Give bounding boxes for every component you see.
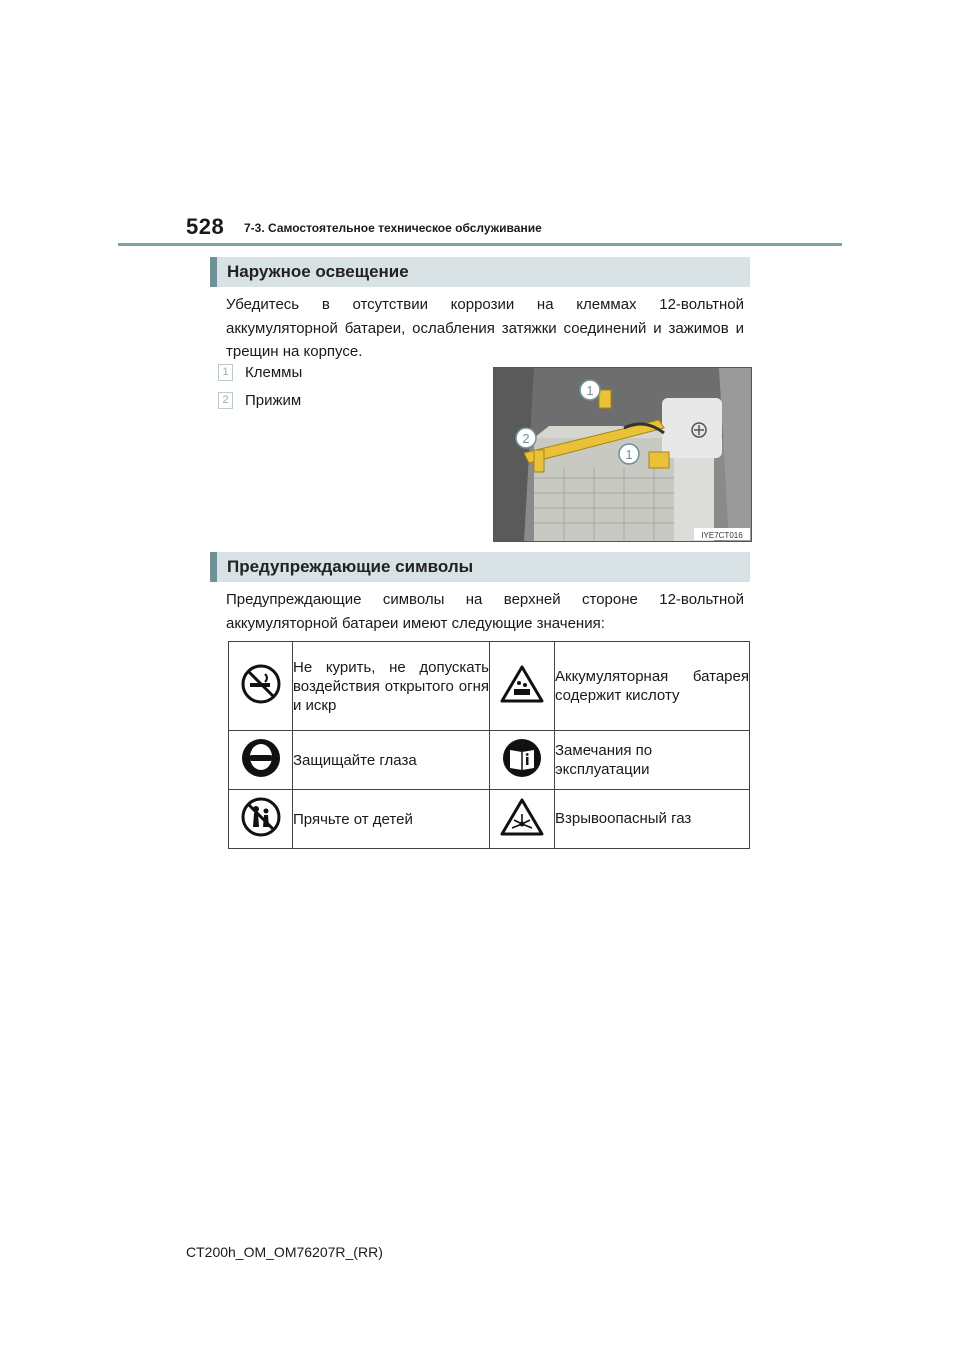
manual-icon	[502, 738, 542, 778]
table-row	[229, 731, 750, 790]
callout-number: 1	[218, 364, 233, 381]
explosive-gas-icon	[500, 798, 544, 836]
callout-label: Клеммы	[245, 364, 303, 381]
table-cell: Взрывоопасный газ	[555, 790, 750, 849]
table-row	[229, 790, 750, 849]
eye-protection-icon	[241, 738, 281, 778]
svg-text:2: 2	[522, 431, 530, 446]
table-cell	[490, 790, 555, 849]
no-smoking-icon	[241, 664, 281, 704]
svg-text:1: 1	[625, 447, 633, 462]
section-title-exterior-text: Наружное освещение	[227, 262, 409, 281]
table-cell	[229, 642, 293, 731]
callout-number: 2	[218, 392, 233, 409]
header-divider	[118, 243, 842, 246]
table-cell: Защищайте глаза	[293, 731, 490, 790]
exterior-paragraph: Убедитесь в отсутствии коррозии на клеммах 12-вольтной аккумуляторной батареи, ослабления затяжки соединений и зажимов и трещин на корпусе.	[226, 296, 744, 360]
table-row	[229, 642, 750, 731]
svg-text:1: 1	[586, 383, 594, 398]
callout-item-clamp	[218, 392, 301, 409]
section-title-exterior	[210, 257, 750, 287]
section-title-warnings	[210, 552, 750, 582]
table-cell	[229, 790, 293, 849]
warnings-paragraph: Предупреждающие символы на верхней стороне 12-вольтной аккумуляторной батареи имеют следующие значения:	[226, 591, 744, 632]
table-cell: Прячьте от детей	[293, 790, 490, 849]
table-cell: Не курить, не допускать воздействия открытого огня и искр	[293, 642, 490, 731]
table-cell: Замечания по эксплуатации	[555, 731, 750, 790]
table-cell	[490, 731, 555, 790]
warning-symbols-table	[228, 641, 750, 849]
image-code: IYE7CT016	[701, 531, 743, 540]
section-header: 7-3. Самостоятельное техническое обслуживание	[244, 221, 542, 235]
keep-away-children-icon	[241, 797, 281, 837]
footer-code: CT200h_OM_OM76207R_(RR)	[186, 1244, 383, 1260]
acid-warning-icon	[500, 665, 544, 703]
battery-photo	[493, 367, 752, 542]
table-cell	[490, 642, 555, 731]
callout-item-terminals	[218, 364, 302, 381]
table-cell: Аккумуляторная батарея содержит кислоту	[555, 642, 750, 731]
section-title-warnings-text: Предупреждающие символы	[227, 557, 474, 576]
table-cell	[229, 731, 293, 790]
callout-label: Прижим	[245, 392, 302, 409]
page-number: 528	[186, 214, 225, 239]
